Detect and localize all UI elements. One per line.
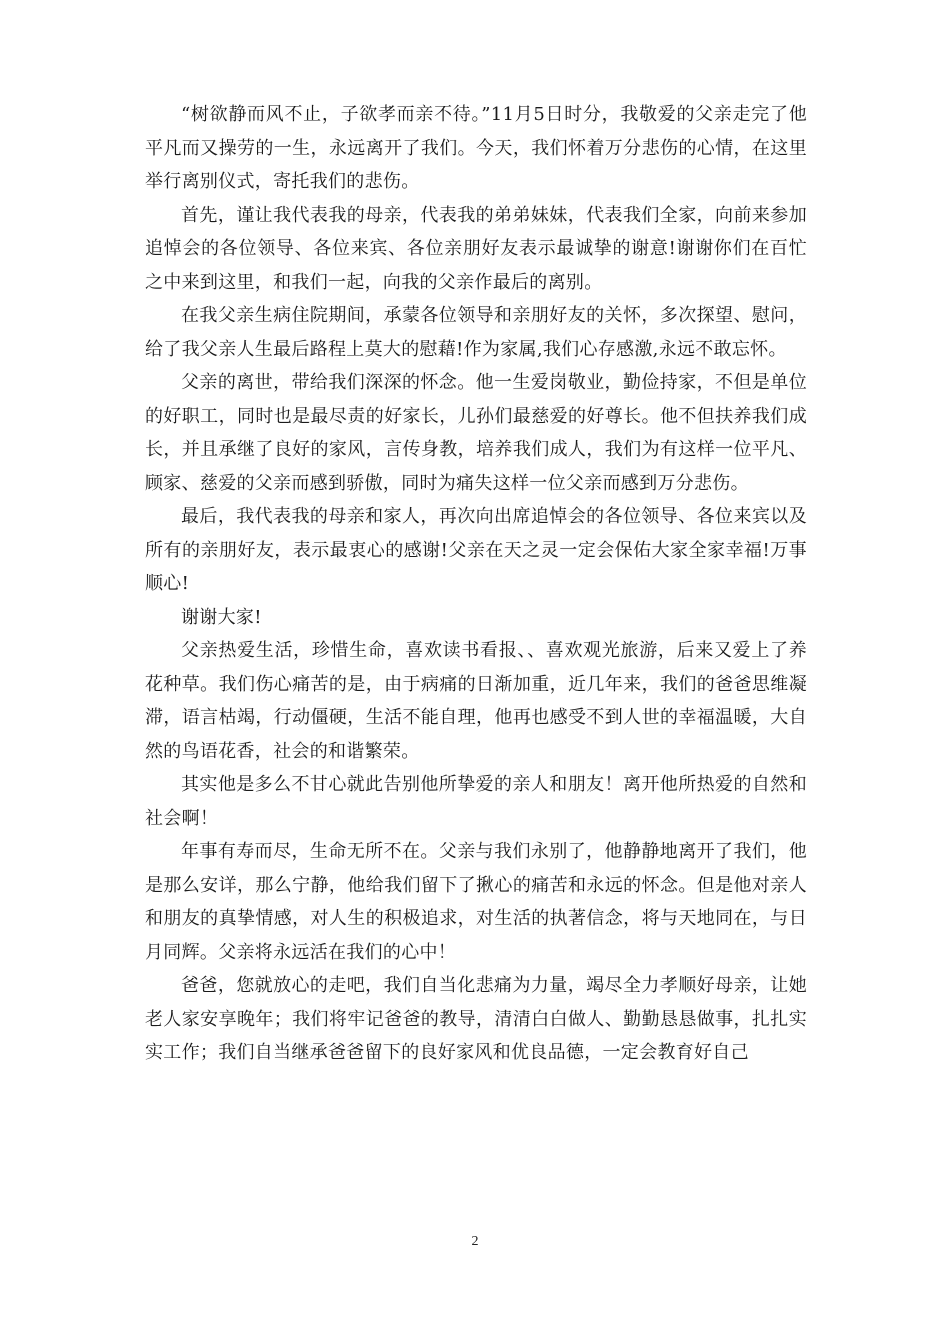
paragraph-8: 其实他是多么不甘心就此告别他所挚爱的亲人和朋友！离开他所热爱的自然和社会啊！ xyxy=(145,774,807,829)
body-text xyxy=(145,98,807,1070)
paragraph-10: 爸爸，您就放心的走吧，我们自当化悲痛为力量，竭尽全力孝顺好母亲，让她老人家安享晚年；我们将牢记爸爸的教导，清清白白做人、勤勤恳恳做事，扎扎实实工作；我们自当继承爸爸留下的良好家风和优良品德，一定会教育好自己 xyxy=(145,975,807,1063)
paragraph-1: “树欲静而风不止，子欲孝而亲不待。”11月5日时分，我敬爱的父亲走完了他平凡而又操劳的一生，永远离开了我们。今天，我们怀着万分悲伤的心情，在这里举行离别仪式，寄托我们的悲伤。 xyxy=(145,104,807,192)
paragraph-2: 首先，谨让我代表我的母亲，代表我的弟弟妹妹，代表我们全家，向前来参加追悼会的各位领导、各位来宾、各位亲朋好友表示最诚挚的谢意!谢谢你们在百忙之中来到这里，和我们一起，向我的父亲作最后的离别。 xyxy=(145,204,807,293)
paragraph-9: 年事有寿而尽，生命无所不在。父亲与我们永别了，他静静地离开了我们，他是那么安详，那么宁静，他给我们留下了揪心的痛苦和永远的怀念。但是他对亲人和朋友的真挚情感，对人生的积极追求，对生活的执著信念，将与天地同在，与日月同辉。父亲将永远活在我们的心中！ xyxy=(145,841,807,963)
paragraph-7: 父亲热爱生活，珍惜生命，喜欢读书看报、、喜欢观光旅游，后来又爱上了养花种草。我们伤心痛苦的是，由于病痛的日渐加重，近几年来，我们的爸爸思维凝滞，语言枯竭，行动僵硬，生活不能自理，他再也感受不到人世的幸福温暖，大自然的鸟语花香，社会的和谐繁荣。 xyxy=(145,640,807,762)
page-number: 2 xyxy=(471,1234,479,1249)
paragraph-5: 最后，我代表我的母亲和家人，再次向出席追悼会的各位领导、各位来宾以及所有的亲朋好友，表示最衷心的感谢!父亲在天之灵一定会保佑大家全家幸福!万事顺心! xyxy=(145,506,807,594)
paragraph-3: 在我父亲生病住院期间，承蒙各位领导和亲朋好友的关怀，多次探望、慰问，给了我父亲人生最后路程上莫大的慰藉!作为家属,我们心存感激,永远不敢忘怀。 xyxy=(145,305,807,360)
paragraph-4: 父亲的离世，带给我们深深的怀念。他一生爱岗敬业，勤俭持家，不但是单位的好职工，同时也是最尽责的好家长，儿孙们最慈爱的好尊长。他不但扶养我们成长，并且承继了良好的家风，言传身教，培养我们成人，我们为有这样一位平凡、顾家、慈爱的父亲而感到骄傲，同时为痛失这样一位父亲而感到万分悲伤。 xyxy=(145,372,807,494)
paragraph-6: 谢谢大家! xyxy=(181,606,262,628)
